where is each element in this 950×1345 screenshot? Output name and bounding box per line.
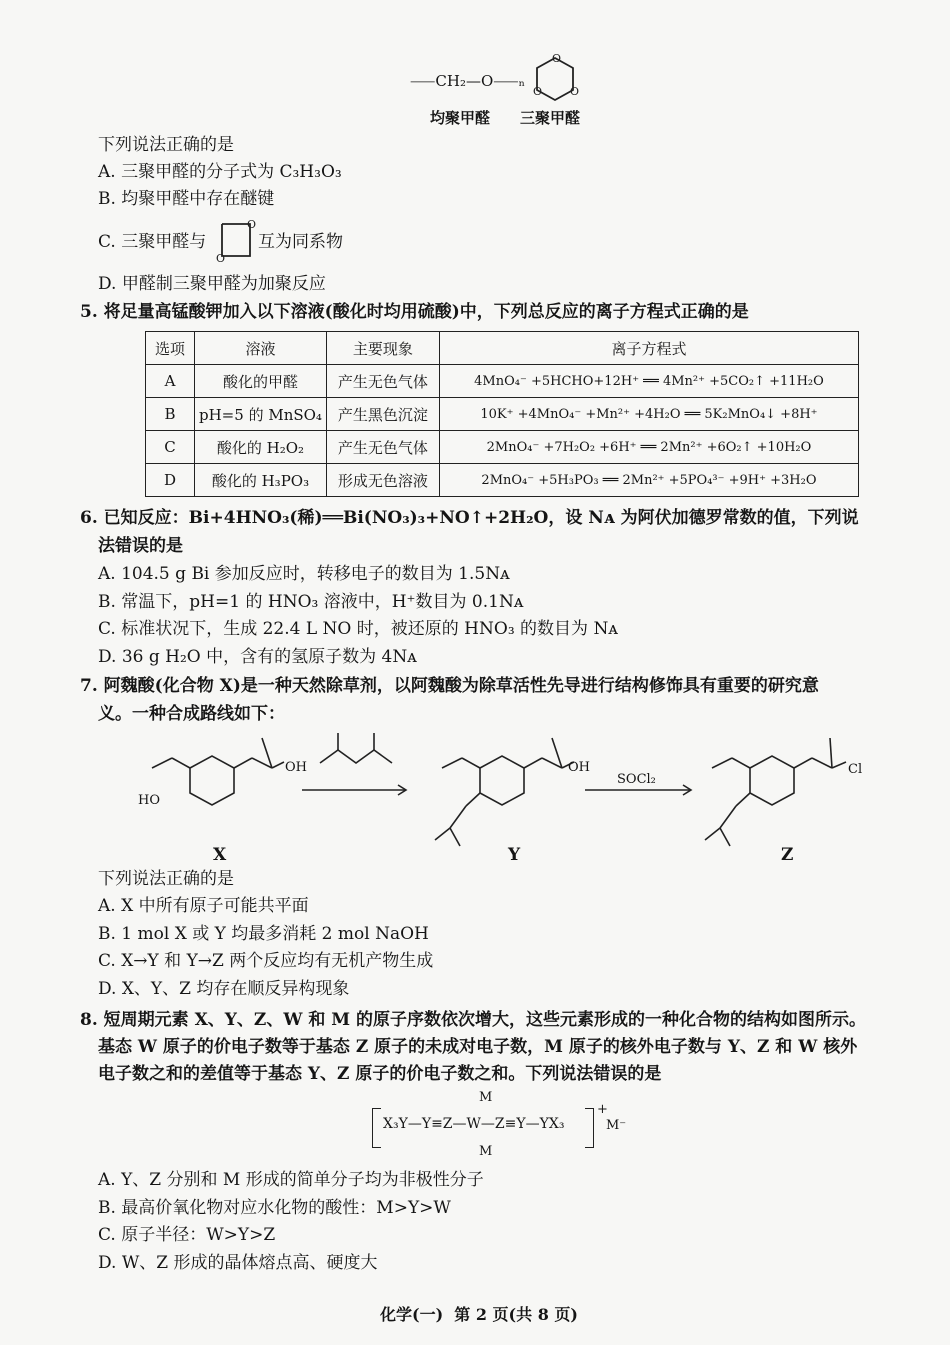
z-cl: Cl [848,762,863,777]
table-row [146,431,859,464]
svg-text:O: O [570,85,580,98]
y-oh: OH [568,760,590,775]
cell-equation: 4MnO₄⁻ +5HCHO+12H⁺ ══ 4Mn²⁺ +5CO₂↑ +11H₂O [439,365,858,398]
dioxolane-structure [212,216,262,262]
q4-option-b: B. 均聚甲醛中存在醚键 [98,189,275,209]
q7-stem-line2: 义。一种合成路线如下： [98,704,285,724]
svg-text:O: O [552,52,562,65]
q6-option-c: C. 标准状况下，生成 22.4 L NO 时，被还原的 HNO₃ 的数目为 Nᴀ [98,619,618,639]
structure-bracket-left [372,1108,381,1148]
table-row [146,464,859,497]
structure-formula: X₃Y—Y≡Z—W—Z≡Y—YX₃ [383,1116,565,1132]
cell-phenomenon: 产生无色气体 [326,431,439,464]
q8-option-d: D. W、Z 形成的晶体熔点高、硬度大 [98,1253,378,1273]
cell-option: D [146,464,195,497]
header-solution: 溶液 [195,332,327,365]
q4-option-c-post: 互为同系物 [258,232,343,252]
svg-text:O: O [533,85,543,98]
q7-option-a: A. X 中所有原子可能共平面 [98,896,309,916]
table-row [146,398,859,431]
label-trioxane: 三聚甲醛 [520,109,581,127]
q8-option-b: B. 最高价氧化物对应水化物的酸性：M>Y>W [98,1198,451,1218]
trioxane-structure [525,50,585,110]
q4-option-d: D. 甲醛制三聚甲醛为加聚反应 [98,274,326,294]
cell-solution: 酸化的甲醛 [195,365,327,398]
cell-solution: pH=5 的 MnSO₄ [195,398,327,431]
q8-stem-line2: 基态 W 原子的价电子数等于基态 Z 原子的未成对电子数，M 原子的核外电子数与 Y、Z 和 W 核外 [98,1037,858,1057]
q8-stem-line3: 电子数之和的差值等于基态 Y、Z 原子的价电子数之和。下列说法错误的是 [98,1064,662,1084]
cell-option: C [146,431,195,464]
svg-text:O: O [247,218,257,231]
q8-option-a: A. Y、Z 分别和 M 形成的简单分子均为非极性分子 [98,1170,484,1190]
header-equation: 离子方程式 [439,332,858,365]
label-x: X [213,845,227,865]
cell-solution: 酸化的 H₂O₂ [195,431,327,464]
homopolymer-formula: ⸺CH₂—O⸺ₙ [410,72,526,90]
q4-stem: 下列说法正确的是 [98,135,234,155]
cell-phenomenon: 形成无色溶液 [326,464,439,497]
page-footer: 化学(一) 第 2 页(共 8 页) [380,1305,578,1324]
cell-phenomenon: 产生黑色沉淀 [326,398,439,431]
q7-option-d: D. X、Y、Z 均存在顺反异构现象 [98,979,350,999]
svg-text:O: O [216,252,226,262]
q6-option-a: A. 104.5 g Bi 参加反应时，转移电子的数目为 1.5Nᴀ [98,564,510,584]
cell-option: A [146,365,195,398]
cell-option: B [146,398,195,431]
label-y: Y [508,845,521,865]
reagent-socl2: SOCl₂ [617,772,656,787]
header-option: 选项 [146,332,195,365]
synthesis-route [130,728,870,868]
q4-option-c-pre: C. 三聚甲醛与 [98,232,207,252]
structure-bracket-right [585,1108,594,1148]
cell-equation: 2MnO₄⁻ +5H₃PO₃ ══ 2Mn²⁺ +5PO₄³⁻ +9H⁺ +3H₂O [439,464,858,497]
q6-option-d: D. 36 g H₂O 中，含有的氢原子数为 4Nᴀ [98,647,417,667]
header-phenomenon: 主要现象 [326,332,439,365]
q7-stem-line1: 7. 阿魏酸(化合物 X)是一种天然除草剂，以阿魏酸为除草活性先导进行结构修饰具有重要的研究意 [80,676,819,696]
q8-stem-line1: 8. 短周期元素 X、Y、Z、W 和 M 的原子序数依次增大，这些元素形成的一种化合物的结构如图所示。 [80,1010,866,1030]
q6-stem-line2: 法错误的是 [98,536,183,556]
cell-solution: 酸化的 H₃PO₃ [195,464,327,497]
q7-option-b: B. 1 mol X 或 Y 均最多消耗 2 mol NaOH [98,924,429,944]
label-homopolymer: 均聚甲醛 [430,109,491,127]
label-z: Z [781,845,794,865]
q4-option-a: A. 三聚甲醛的分子式为 C₃H₃O₃ [98,162,342,182]
x-ho: HO [138,793,160,808]
q7-sub: 下列说法正确的是 [98,869,234,889]
q5-table [145,331,859,497]
cell-phenomenon: 产生无色气体 [326,365,439,398]
x-oh: OH [285,760,307,775]
q6-option-b: B. 常温下，pH=1 的 HNO₃ 溶液中，H⁺数目为 0.1Nᴀ [98,592,524,612]
cell-equation: 10K⁺ +4MnO₄⁻ +Mn²⁺ +4H₂O ══ 5K₂MnO₄↓ +8H⁺ [439,398,858,431]
table-row [146,365,859,398]
structure-m-bottom: M [479,1144,493,1159]
table-header-row [146,332,859,365]
q8-option-c: C. 原子半径：W>Y>Z [98,1225,276,1245]
structure-charge: + [597,1102,608,1117]
cell-equation: 2MnO₄⁻ +7H₂O₂ +6H⁺ ══ 2Mn²⁺ +6O₂↑ +10H₂O [439,431,858,464]
q7-option-c: C. X→Y 和 Y→Z 两个反应均有无机产物生成 [98,951,434,971]
structure-m-top: M [479,1090,493,1105]
q6-stem-line1: 6. 已知反应：Bi+4HNO₃(稀)══Bi(NO₃)₃+NO↑+2H₂O，设 Nᴀ 为阿伏加德罗常数的值，下列说 [80,508,859,528]
q5-stem: 5. 将足量高锰酸钾加入以下溶液(酸化时均用硫酸)中，下列总反应的离子方程式正确的是 [80,302,749,322]
structure-counter-ion: M⁻ [606,1118,627,1133]
